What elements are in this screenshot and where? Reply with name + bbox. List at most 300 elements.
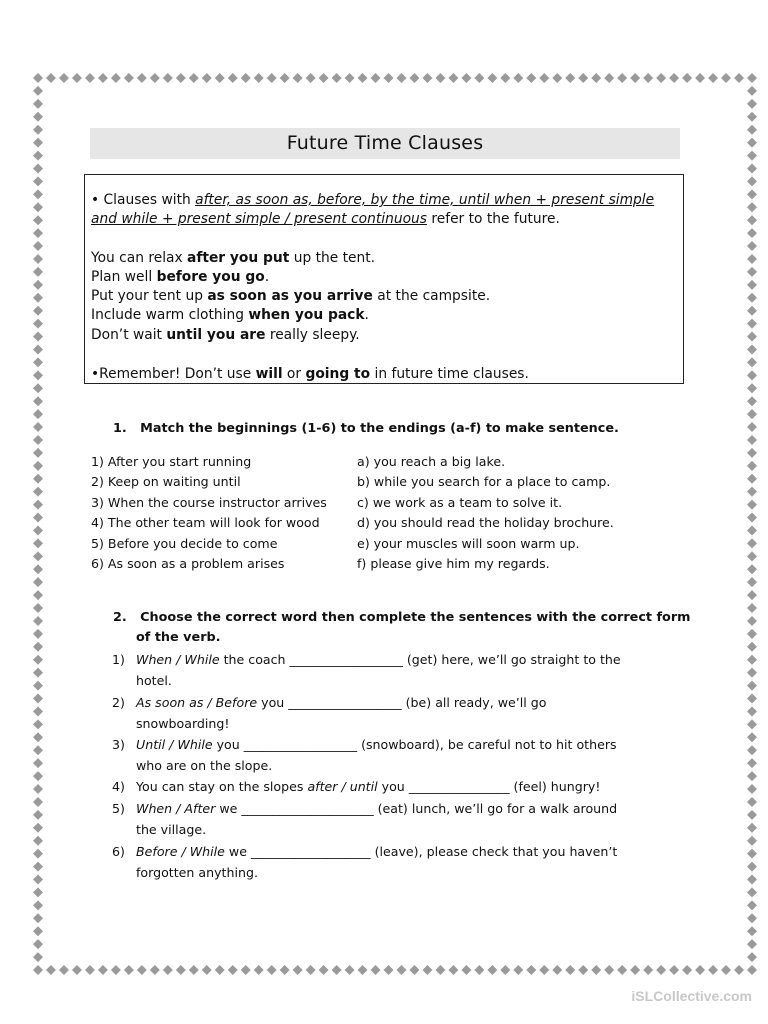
border-diamond [747, 396, 757, 406]
border-diamond [617, 73, 627, 83]
border-diamond [33, 694, 43, 704]
border-diamond [98, 73, 108, 83]
border-diamond [747, 875, 757, 885]
match-beginning: 1) After you start running [91, 454, 252, 469]
border-diamond [33, 86, 43, 96]
border-diamond [33, 254, 43, 264]
border-diamond [33, 448, 43, 458]
border-diamond [461, 965, 471, 975]
border-diamond [708, 73, 718, 83]
border-diamond [254, 73, 264, 83]
border-diamond [254, 965, 264, 975]
border-diamond [409, 965, 419, 975]
match-ending: d) you should read the holiday brochure. [357, 515, 614, 530]
border-diamond [124, 965, 134, 975]
border-diamond [422, 73, 432, 83]
border-diamond [163, 965, 173, 975]
border-diamond [33, 862, 43, 872]
border-diamond [604, 73, 614, 83]
border-diamond [669, 965, 679, 975]
border-diamond [33, 474, 43, 484]
border-diamond [33, 577, 43, 587]
border-diamond [332, 73, 342, 83]
border-diamond [189, 965, 199, 975]
border-diamond [747, 267, 757, 277]
border-diamond [33, 965, 43, 975]
exercise-item-cont: forgotten anything. [136, 865, 258, 880]
border-diamond [33, 926, 43, 936]
border-diamond [747, 163, 757, 173]
border-diamond [747, 125, 757, 135]
border-diamond [98, 965, 108, 975]
border-diamond [33, 525, 43, 535]
border-diamond [747, 474, 757, 484]
border-diamond [59, 965, 69, 975]
border-diamond [33, 267, 43, 277]
border-diamond [747, 280, 757, 290]
border-diamond [33, 538, 43, 548]
rule-bullet-1-cont: and while + present simple / present continuous refer to the future. [91, 211, 560, 227]
border-diamond [33, 73, 43, 83]
border-diamond [85, 73, 95, 83]
border-diamond [85, 965, 95, 975]
border-diamond [630, 73, 640, 83]
border-diamond [747, 241, 757, 251]
border-diamond [747, 681, 757, 691]
border-diamond [747, 409, 757, 419]
exercise-item: As soon as / Before you __________________ (be) all ready, we’ll go [136, 695, 547, 710]
border-diamond [33, 138, 43, 148]
border-diamond [33, 306, 43, 316]
border-diamond [33, 900, 43, 910]
border-diamond [33, 629, 43, 639]
border-diamond [33, 642, 43, 652]
border-diamond [202, 965, 212, 975]
border-diamond [319, 965, 329, 975]
exercise-2-heading: 2. Choose the correct word then complete the sentences with the correct form [113, 610, 691, 625]
border-diamond [396, 73, 406, 83]
border-diamond [747, 952, 757, 962]
border-diamond [33, 409, 43, 419]
border-diamond [539, 965, 549, 975]
border-diamond [747, 642, 757, 652]
border-diamond [747, 448, 757, 458]
border-diamond [747, 823, 757, 833]
border-diamond [280, 73, 290, 83]
item-number: 5) [112, 801, 125, 816]
border-diamond [552, 965, 562, 975]
border-diamond [552, 73, 562, 83]
border-diamond [747, 862, 757, 872]
border-diamond [33, 370, 43, 380]
border-diamond [747, 202, 757, 212]
match-ending: a) you reach a big lake. [357, 454, 506, 469]
item-number: 3) [112, 737, 125, 752]
border-diamond [747, 189, 757, 199]
border-diamond [33, 810, 43, 820]
border-diamond [33, 952, 43, 962]
border-diamond [747, 849, 757, 859]
border-diamond [384, 73, 394, 83]
rule-keywords-1: after, as soon as, before, by the time, until when + present simple [195, 192, 655, 208]
border-diamond [46, 73, 56, 83]
word-choice: after / until [307, 779, 378, 794]
border-diamond [306, 73, 316, 83]
border-diamond [747, 926, 757, 936]
border-diamond [176, 965, 186, 975]
border-diamond [293, 965, 303, 975]
border-diamond [33, 784, 43, 794]
border-diamond [435, 73, 445, 83]
border-diamond [33, 732, 43, 742]
border-diamond [33, 293, 43, 303]
border-diamond [215, 73, 225, 83]
border-diamond [33, 836, 43, 846]
border-diamond [137, 73, 147, 83]
exercise-item: Until / While you __________________ (snowboard), be careful not to hit others [136, 737, 617, 752]
border-diamond [72, 965, 82, 975]
border-diamond [747, 668, 757, 678]
border-diamond [526, 73, 536, 83]
border-diamond [747, 513, 757, 523]
border-diamond [747, 487, 757, 497]
exercise-item: When / While the coach __________________ (get) here, we’ll go straight to the [136, 652, 621, 667]
border-diamond [33, 758, 43, 768]
border-diamond [747, 293, 757, 303]
border-diamond [747, 73, 757, 83]
border-diamond [721, 965, 731, 975]
border-diamond [33, 616, 43, 626]
border-diamond [33, 422, 43, 432]
border-diamond [513, 73, 523, 83]
border-diamond [358, 965, 368, 975]
border-diamond [747, 758, 757, 768]
border-diamond [267, 73, 277, 83]
border-diamond [176, 73, 186, 83]
match-beginning: 5) Before you decide to come [91, 536, 278, 551]
word-choice: Until / While [136, 737, 213, 752]
border-diamond [643, 73, 653, 83]
match-ending: b) while you search for a place to camp. [357, 474, 611, 489]
border-diamond [747, 887, 757, 897]
border-diamond [33, 189, 43, 199]
border-diamond [578, 965, 588, 975]
border-diamond [33, 603, 43, 613]
rule-keywords-2: and while + present simple / present continuous [91, 211, 427, 227]
exercise-1-heading: 1. Match the beginnings (1-6) to the endings (a-f) to make sentence. [113, 421, 619, 436]
border-diamond [163, 73, 173, 83]
match-beginning: 3) When the course instructor arrives [91, 495, 327, 510]
word-choice: Before / While [136, 844, 225, 859]
border-diamond [150, 73, 160, 83]
border-diamond [306, 965, 316, 975]
border-diamond [33, 357, 43, 367]
border-diamond [448, 73, 458, 83]
exercise-item-cont: the village. [136, 822, 207, 837]
border-diamond [734, 73, 744, 83]
border-diamond [33, 500, 43, 510]
border-diamond [33, 202, 43, 212]
border-diamond [396, 965, 406, 975]
border-diamond [682, 73, 692, 83]
item-number: 1) [112, 652, 125, 667]
border-diamond [33, 215, 43, 225]
border-diamond [747, 344, 757, 354]
bullet-icon: • [91, 366, 100, 382]
border-diamond [33, 590, 43, 600]
match-ending: f) please give him my regards. [357, 556, 550, 571]
border-diamond [604, 965, 614, 975]
border-diamond [33, 280, 43, 290]
exercise-2-heading-cont: of the verb. [136, 630, 221, 645]
border-diamond [33, 332, 43, 342]
border-diamond [669, 73, 679, 83]
border-diamond [267, 965, 277, 975]
border-diamond [747, 383, 757, 393]
border-diamond [33, 319, 43, 329]
border-diamond [747, 254, 757, 264]
border-diamond [33, 771, 43, 781]
page-title: Future Time Clauses [286, 132, 484, 154]
border-diamond [137, 965, 147, 975]
border-diamond [747, 706, 757, 716]
border-diamond [435, 965, 445, 975]
border-diamond [747, 771, 757, 781]
border-diamond [33, 913, 43, 923]
border-diamond [747, 616, 757, 626]
border-diamond [33, 151, 43, 161]
border-diamond [747, 900, 757, 910]
border-diamond [747, 939, 757, 949]
match-ending: c) we work as a team to solve it. [357, 495, 563, 510]
border-diamond [33, 435, 43, 445]
border-diamond [747, 138, 757, 148]
border-diamond [33, 99, 43, 109]
border-diamond [371, 965, 381, 975]
word-choice: As soon as / Before [136, 695, 258, 710]
border-diamond [33, 551, 43, 561]
border-diamond [565, 73, 575, 83]
border-diamond [33, 228, 43, 238]
border-diamond [345, 73, 355, 83]
border-diamond [358, 73, 368, 83]
border-diamond [747, 694, 757, 704]
border-diamond [461, 73, 471, 83]
border-diamond [747, 551, 757, 561]
border-diamond [280, 965, 290, 975]
border-diamond [526, 965, 536, 975]
border-diamond [33, 176, 43, 186]
border-diamond [500, 73, 510, 83]
border-diamond [33, 939, 43, 949]
border-diamond [345, 965, 355, 975]
match-ending: e) your muscles will soon warm up. [357, 536, 580, 551]
border-diamond [656, 965, 666, 975]
border-diamond [33, 461, 43, 471]
border-diamond [332, 965, 342, 975]
border-diamond [747, 732, 757, 742]
border-diamond [33, 344, 43, 354]
border-diamond [591, 965, 601, 975]
border-diamond [656, 73, 666, 83]
border-diamond [33, 875, 43, 885]
border-diamond [33, 241, 43, 251]
border-diamond [409, 73, 419, 83]
rule-example: Don’t wait until you are really sleepy. [91, 327, 360, 343]
match-beginning: 2) Keep on waiting until [91, 474, 241, 489]
rule-example: Plan well before you go. [91, 269, 270, 285]
border-diamond [747, 435, 757, 445]
rule-remember: •Remember! Don’t use will or going to in future time clauses. [91, 366, 529, 382]
border-diamond [708, 965, 718, 975]
border-diamond [111, 965, 121, 975]
exercise-item: When / After we _____________________ (eat) lunch, we’ll go for a walk around [136, 801, 618, 816]
border-diamond [565, 965, 575, 975]
border-diamond [695, 965, 705, 975]
exercise-item-cont: snowboarding! [136, 716, 230, 731]
border-diamond [747, 215, 757, 225]
rule-bullet-1: • Clauses with after, as soon as, before, by the time, until when + present simple [91, 192, 655, 208]
rule-example: Include warm clothing when you pack. [91, 307, 369, 323]
border-diamond [747, 603, 757, 613]
border-diamond [747, 319, 757, 329]
border-diamond [228, 965, 238, 975]
border-diamond [474, 965, 484, 975]
border-diamond [228, 73, 238, 83]
border-diamond [33, 849, 43, 859]
border-diamond [747, 332, 757, 342]
border-diamond [734, 965, 744, 975]
exercise-item-cont: who are on the slope. [136, 758, 273, 773]
border-diamond [319, 73, 329, 83]
border-diamond [487, 73, 497, 83]
border-diamond [747, 422, 757, 432]
border-diamond [33, 887, 43, 897]
border-diamond [747, 500, 757, 510]
border-diamond [747, 810, 757, 820]
border-diamond [617, 965, 627, 975]
border-diamond [215, 965, 225, 975]
border-diamond [630, 965, 640, 975]
border-diamond [33, 564, 43, 574]
border-diamond [487, 965, 497, 975]
border-diamond [33, 745, 43, 755]
border-diamond [150, 965, 160, 975]
border-diamond [747, 719, 757, 729]
border-diamond [33, 668, 43, 678]
border-diamond [293, 73, 303, 83]
border-diamond [241, 73, 251, 83]
match-beginning: 4) The other team will look for wood [91, 515, 320, 530]
border-diamond [33, 112, 43, 122]
border-diamond [747, 655, 757, 665]
title-bar [90, 128, 680, 159]
border-diamond [111, 73, 121, 83]
border-diamond [33, 163, 43, 173]
border-diamond [241, 965, 251, 975]
border-diamond [747, 577, 757, 587]
border-diamond [747, 176, 757, 186]
border-diamond [747, 836, 757, 846]
match-beginning: 6) As soon as a problem arises [91, 556, 285, 571]
border-diamond [643, 965, 653, 975]
border-diamond [72, 73, 82, 83]
border-diamond [448, 965, 458, 975]
border-diamond [474, 73, 484, 83]
border-diamond [682, 965, 692, 975]
border-diamond [747, 797, 757, 807]
border-diamond [33, 487, 43, 497]
border-diamond [747, 629, 757, 639]
border-diamond [747, 590, 757, 600]
border-diamond [371, 73, 381, 83]
border-diamond [747, 913, 757, 923]
border-diamond [747, 370, 757, 380]
watermark: iSLCollective.com [631, 988, 752, 1004]
border-diamond [33, 396, 43, 406]
border-diamond [539, 73, 549, 83]
border-diamond [33, 797, 43, 807]
border-diamond [33, 513, 43, 523]
border-diamond [695, 73, 705, 83]
border-diamond [747, 86, 757, 96]
border-diamond [578, 73, 588, 83]
border-diamond [747, 99, 757, 109]
border-diamond [33, 706, 43, 716]
exercise-item: Before / While we ___________________ (leave), please check that you haven’t [136, 844, 618, 859]
word-choice: When / After [136, 801, 216, 816]
border-diamond [747, 112, 757, 122]
item-number: 4) [112, 779, 125, 794]
exercise-item-cont: hotel. [136, 673, 172, 688]
border-diamond [33, 823, 43, 833]
border-diamond [513, 965, 523, 975]
exercise-item: You can stay on the slopes after / until you ________________ (feel) hungry! [136, 779, 601, 794]
item-number: 2) [112, 695, 125, 710]
border-diamond [747, 525, 757, 535]
border-diamond [747, 151, 757, 161]
border-diamond [33, 681, 43, 691]
border-diamond [33, 383, 43, 393]
border-diamond [747, 228, 757, 238]
word-choice: When / While [136, 652, 220, 667]
border-diamond [747, 461, 757, 471]
rule-example: Put your tent up as soon as you arrive at the campsite. [91, 288, 491, 304]
border-diamond [747, 357, 757, 367]
border-diamond [124, 73, 134, 83]
bullet-icon: • [91, 192, 100, 208]
border-diamond [59, 73, 69, 83]
border-diamond [591, 73, 601, 83]
border-diamond [500, 965, 510, 975]
border-diamond [33, 655, 43, 665]
border-diamond [46, 965, 56, 975]
border-diamond [33, 719, 43, 729]
border-diamond [33, 125, 43, 135]
item-number: 6) [112, 844, 125, 859]
rule-example: You can relax after you put up the tent. [91, 250, 376, 266]
border-diamond [747, 745, 757, 755]
border-diamond [747, 306, 757, 316]
border-diamond [747, 784, 757, 794]
border-diamond [747, 538, 757, 548]
border-diamond [747, 564, 757, 574]
border-diamond [422, 965, 432, 975]
border-diamond [721, 73, 731, 83]
border-diamond [202, 73, 212, 83]
border-diamond [384, 965, 394, 975]
border-diamond [189, 73, 199, 83]
